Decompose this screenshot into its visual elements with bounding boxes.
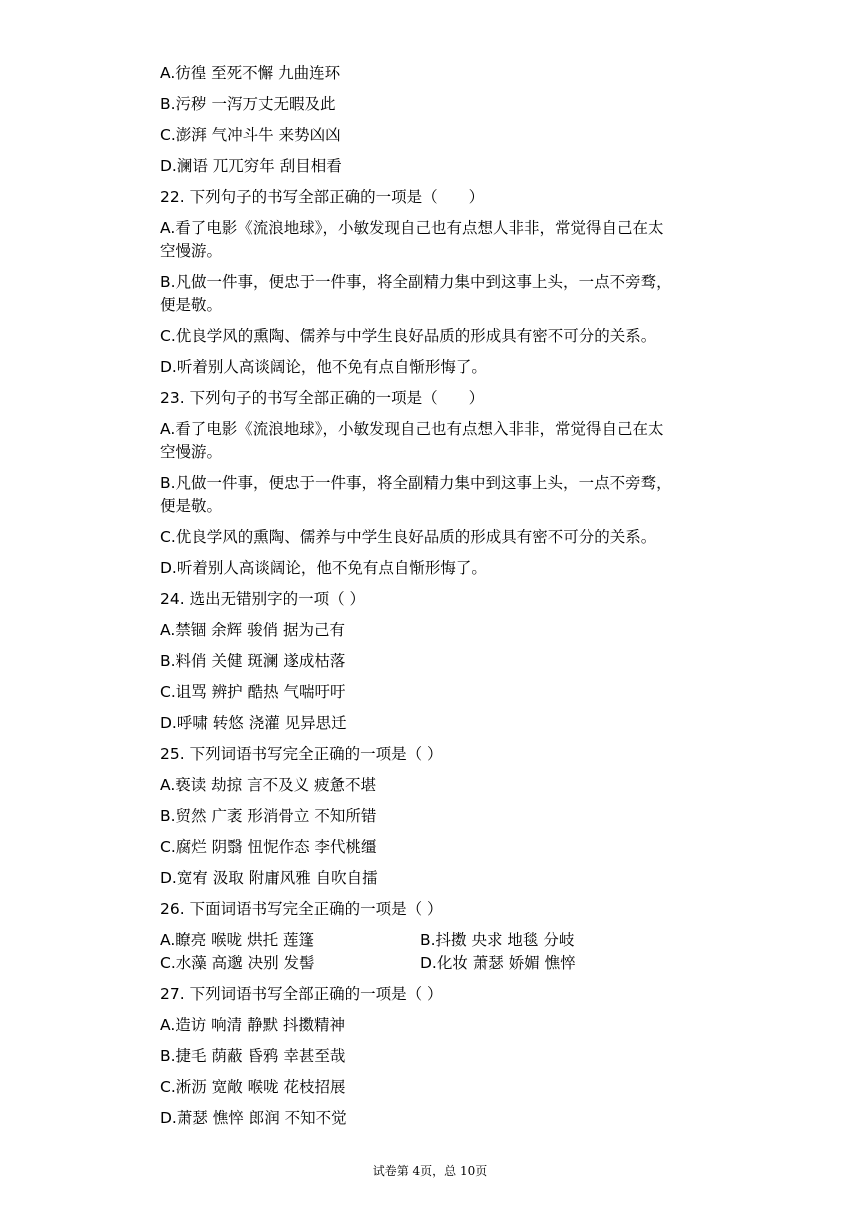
q26-row-1 bbox=[160, 929, 740, 952]
q21-option-b: B.污秽 一泻万丈无暇及此 bbox=[160, 95, 336, 113]
q22-option-a-line1: A.看了电影《流浪地球》，小敏发现自己也有点想人非非，常觉得自己在太 bbox=[160, 219, 664, 237]
q25-stem: 25. 下列词语书写完全正确的一项是（ ） bbox=[160, 745, 443, 763]
q23-option-d: D.听着别人高谈阔论，他不免有点自惭形悔了。 bbox=[160, 559, 487, 577]
q24-option-b: B.料俏 关健 斑澜 遂成枯落 bbox=[160, 652, 346, 670]
q25-option-d: D.宽宥 汲取 附庸风雅 自吹自擂 bbox=[160, 869, 378, 887]
q22-option-a-line2: 空慢游。 bbox=[160, 242, 223, 260]
q22-option-c: C.优良学风的熏陶、儒养与中学生良好品质的形成具有密不可分的关系。 bbox=[160, 327, 657, 345]
q25-option-c: C.腐烂 阴翳 忸怩作态 李代桃缰 bbox=[160, 838, 377, 856]
q26-option-a: A.瞭亮 喉咙 烘托 莲篷 bbox=[160, 931, 315, 949]
q22-option-d: D.听着别人高谈阔论，他不免有点自惭形悔了。 bbox=[160, 358, 487, 376]
q23-option-b bbox=[160, 472, 740, 518]
q25-option-b: B.贸然 广袤 形消骨立 不知所错 bbox=[160, 807, 377, 825]
q26-options bbox=[160, 929, 740, 975]
q23-option-a-line2: 空慢游。 bbox=[160, 443, 223, 461]
q22-option-b-line2: 便是敬。 bbox=[160, 296, 223, 314]
q24-option-a: A.禁锢 余辉 骏俏 据为己有 bbox=[160, 621, 346, 639]
q26-option-c: C.水藻 高邈 决别 发髻 bbox=[160, 954, 315, 972]
q21-option-c: C.澎湃 气冲斗牛 来势凶凶 bbox=[160, 126, 341, 144]
q26-row-2 bbox=[160, 952, 740, 975]
q26-option-b: B.抖擞 央求 地毯 分岐 bbox=[420, 931, 575, 949]
q23-stem: 23. 下列句子的书写全部正确的一项是（ ） bbox=[160, 389, 485, 407]
q27-option-c: C.淅沥 宽敞 喉咙 花枝招展 bbox=[160, 1078, 346, 1096]
q23-option-b-line1: B.凡做一件事，便忠于一件事，将全副精力集中到这事上头，一点不旁骛， bbox=[160, 474, 672, 492]
q27-option-a: A.造访 响清 静默 抖擞精神 bbox=[160, 1016, 346, 1034]
q27-option-d: D.萧瑟 憔悴 郎润 不知不觉 bbox=[160, 1109, 347, 1127]
q23-option-a bbox=[160, 418, 740, 464]
q26-option-d: D.化妆 萧瑟 娇媚 憔悴 bbox=[420, 954, 576, 972]
q22-option-b-line1: B.凡做一件事，便忠于一件事，将全副精力集中到这事上头，一点不旁骛， bbox=[160, 273, 672, 291]
page-footer: 试卷第 4页，总 10页 bbox=[372, 1164, 488, 1178]
q23-option-b-line2: 便是敬。 bbox=[160, 497, 223, 515]
q21-option-d: D.澜语 兀兀穷年 刮目相看 bbox=[160, 157, 342, 175]
q27-option-b: B.捷毛 荫蔽 昏鸦 幸甚至哉 bbox=[160, 1047, 346, 1065]
q24-option-d: D.呼啸 转悠 浇灌 见异思迁 bbox=[160, 714, 347, 732]
q24-option-c: C.诅骂 辨护 酷热 气喘吁吁 bbox=[160, 683, 346, 701]
q21-option-a: A.彷徨 至死不懈 九曲连环 bbox=[160, 64, 341, 82]
q23-option-c: C.优良学风的熏陶、儒养与中学生良好品质的形成具有密不可分的关系。 bbox=[160, 528, 657, 546]
q27-stem: 27. 下列词语书写全部正确的一项是（ ） bbox=[160, 985, 443, 1003]
q26-stem: 26. 下面词语书写完全正确的一项是（ ） bbox=[160, 900, 443, 918]
page-content bbox=[160, 62, 740, 1138]
q22-option-b bbox=[160, 271, 740, 317]
q22-option-a bbox=[160, 217, 740, 263]
q24-stem: 24. 选出无错别字的一项（ ） bbox=[160, 590, 366, 608]
q23-option-a-line1: A.看了电影《流浪地球》，小敏发现自己也有点想入非非，常觉得自己在太 bbox=[160, 420, 664, 438]
q22-stem: 22. 下列句子的书写全部正确的一项是（ ） bbox=[160, 188, 485, 206]
q25-option-a: A.亵读 劫掠 言不及义 疲惫不堪 bbox=[160, 776, 377, 794]
